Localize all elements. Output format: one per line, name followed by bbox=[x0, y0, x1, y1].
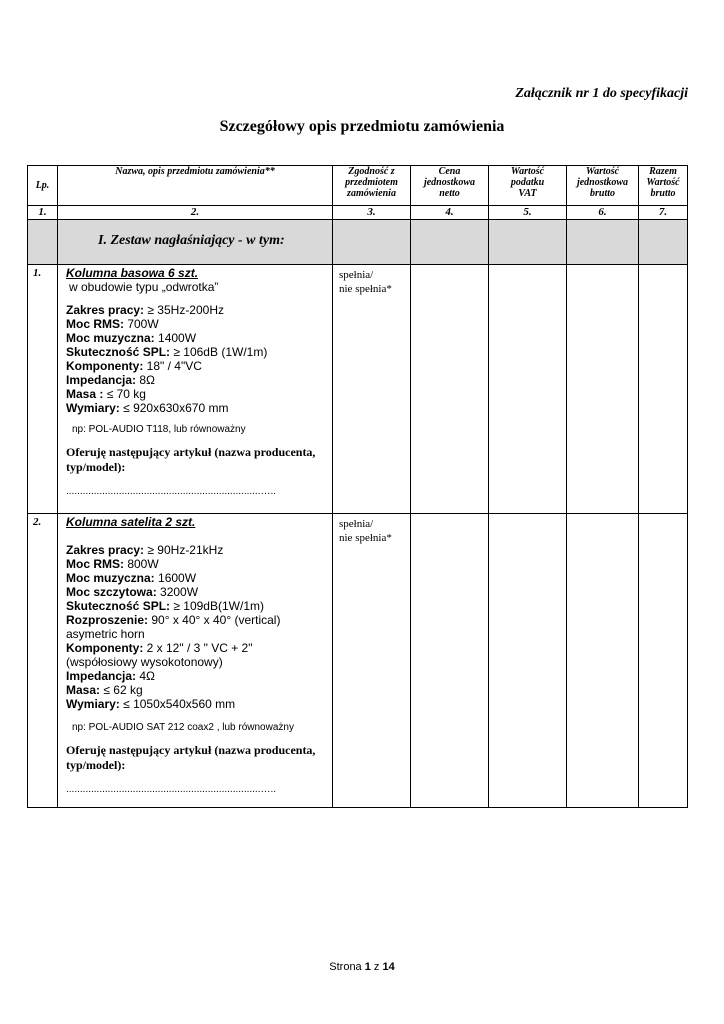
table-row bbox=[28, 265, 688, 514]
total-cell[interactable] bbox=[639, 514, 688, 808]
table-row bbox=[28, 514, 688, 808]
spec-line: Skuteczność SPL: ≥ 109dB(1W/1m) bbox=[66, 599, 264, 613]
spec-line: Rozproszenie: 90° x 40° x 40° (vertical) bbox=[66, 613, 281, 627]
section-title: I. Zestaw nagłaśniający - w tym: bbox=[98, 233, 285, 248]
offer-field[interactable]: ......................................................................….. bbox=[66, 486, 277, 497]
offer-label-cont: typ/model): bbox=[66, 460, 126, 474]
header-row bbox=[28, 166, 688, 206]
compliance-cell[interactable]: spełnia/ nie spełnia* bbox=[333, 265, 411, 514]
spec-line: Komponenty: 2 x 12" / 3 " VC + 2" bbox=[66, 641, 253, 655]
spec-line: Zakres pracy: ≥ 90Hz-21kHz bbox=[66, 543, 224, 557]
vat-cell[interactable] bbox=[489, 265, 567, 514]
page-total: 14 bbox=[382, 961, 395, 973]
spec-line: Zakres pracy: ≥ 35Hz-200Hz bbox=[66, 303, 224, 317]
column-number: 5. bbox=[489, 206, 567, 220]
offer-label-cont: typ/model): bbox=[66, 758, 126, 772]
spec-line: Impedancja: 4Ω bbox=[66, 669, 156, 683]
spec-line: Moc RMS: 800W bbox=[66, 557, 159, 571]
spec-line: Moc szczytowa: 3200W bbox=[66, 585, 199, 599]
net-price-cell[interactable] bbox=[411, 265, 489, 514]
item-description bbox=[58, 514, 333, 808]
net-price-cell[interactable] bbox=[411, 514, 489, 808]
spec-line: Moc RMS: 700W bbox=[66, 317, 159, 331]
attachment-label: Załącznik nr 1 do specyfikacji bbox=[515, 86, 688, 101]
column-number: 4. bbox=[411, 206, 489, 220]
spec-line: Wymiary: ≤ 920x630x670 mm bbox=[66, 401, 229, 415]
spec-line-cont: (współosiowy wysokotonowy) bbox=[66, 655, 223, 669]
spec-line: Masa : ≤ 70 kg bbox=[66, 387, 146, 401]
item-example: np: POL-AUDIO T118, lub równoważny bbox=[72, 424, 246, 435]
offer-field[interactable]: ......................................................................….. bbox=[66, 784, 277, 795]
page-number: 1 bbox=[364, 961, 371, 973]
compliance-cell[interactable]: spełnia/ nie spełnia* bbox=[333, 514, 411, 808]
column-number: 2. bbox=[58, 206, 333, 220]
section-row bbox=[28, 220, 688, 265]
spec-line: Impedancja: 8Ω bbox=[66, 373, 156, 387]
header-compliance: Zgodność z przedmiotem zamówienia bbox=[333, 166, 411, 206]
specification-table bbox=[27, 165, 688, 808]
column-number: 3. bbox=[333, 206, 411, 220]
header-lp: Lp. bbox=[28, 166, 58, 206]
offer-label: Oferuję następujący artykuł (nazwa producenta, bbox=[66, 743, 316, 757]
item-title: Kolumna basowa 6 szt. bbox=[66, 266, 199, 280]
spec-line-cont: asymetric horn bbox=[66, 627, 145, 641]
header-net-price: Cena jednostkowa netto bbox=[411, 166, 489, 206]
item-lp: 1. bbox=[28, 265, 58, 514]
item-example: np: POL-AUDIO SAT 212 coax2 , lub równoważny bbox=[72, 722, 294, 733]
page-title: Szczegółowy opis przedmiotu zamówienia bbox=[219, 118, 505, 135]
page-footer: Strona 1 z 14 bbox=[329, 961, 395, 973]
header-vat: Wartość podatku VAT bbox=[489, 166, 567, 206]
spec-line: Komponenty: 18" / 4"VC bbox=[66, 359, 202, 373]
item-lp: 2. bbox=[28, 514, 58, 808]
item-title: Kolumna satelita 2 szt. bbox=[66, 515, 196, 529]
gross-unit-cell[interactable] bbox=[567, 514, 639, 808]
spec-line: Moc muzyczna: 1400W bbox=[66, 331, 197, 345]
spec-line: Skuteczność SPL: ≥ 106dB (1W/1m) bbox=[66, 345, 268, 359]
offer-label: Oferuję następujący artykuł (nazwa producenta, bbox=[66, 445, 316, 459]
vat-cell[interactable] bbox=[489, 514, 567, 808]
header-total: Razem Wartość brutto bbox=[639, 166, 688, 206]
column-number: 1. bbox=[28, 206, 58, 220]
item-description bbox=[58, 265, 333, 514]
item-subtitle: w obudowie typu „odwrotka” bbox=[69, 280, 219, 294]
spec-line: Wymiary: ≤ 1050x540x560 mm bbox=[66, 697, 236, 711]
spec-line: Moc muzyczna: 1600W bbox=[66, 571, 197, 585]
column-number-row bbox=[28, 206, 688, 220]
total-cell[interactable] bbox=[639, 265, 688, 514]
gross-unit-cell[interactable] bbox=[567, 265, 639, 514]
header-name: Nazwa, opis przedmiotu zamówienia** bbox=[58, 166, 333, 206]
spec-line: Masa: ≤ 62 kg bbox=[66, 683, 143, 697]
column-number: 7. bbox=[639, 206, 688, 220]
header-gross-unit: Wartość jednostkowa brutto bbox=[567, 166, 639, 206]
column-number: 6. bbox=[567, 206, 639, 220]
